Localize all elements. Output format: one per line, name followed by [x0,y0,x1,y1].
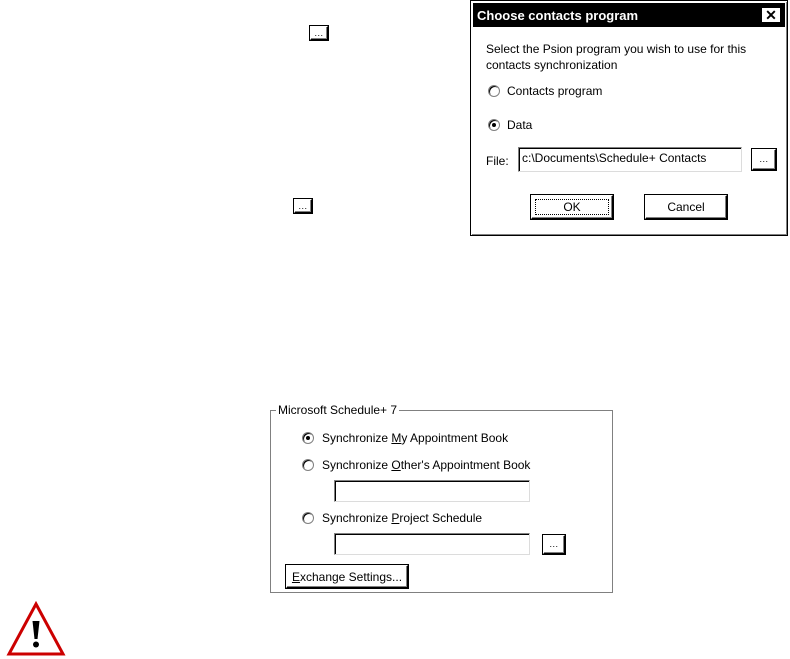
label-mnemonic: P [391,511,400,525]
radio-data-label[interactable]: Data [507,118,533,132]
radio-my-appointment-book[interactable] [302,432,314,444]
dialog-prompt-line2: contacts synchronization [486,58,618,72]
dialog-prompt-line1: Select the Psion program you wish to use for this [486,42,747,56]
button-label: xchange Settings... [299,569,403,584]
label-suffix: y Appointment Book [401,431,509,445]
ok-button[interactable]: OK [531,195,613,219]
label-prefix: Synchronize [322,511,392,525]
radio-others-appointment-book[interactable] [302,459,314,471]
button-mnemonic: E [291,569,300,584]
radio-others-appointment-book-label[interactable] [322,458,530,472]
label-mnemonic: M [391,431,402,445]
label-suffix: roject Schedule [399,511,483,525]
schedule-group-legend: Microsoft Schedule+ 7 [278,403,398,417]
browse-button-middle[interactable]: ... [294,199,312,213]
choose-contacts-dialog [470,0,788,236]
file-label: File: [486,154,509,168]
radio-my-appointment-book-dot [306,436,310,440]
project-schedule-field[interactable] [334,533,530,555]
radio-data[interactable] [488,119,500,131]
label-suffix: ther's Appointment Book [400,458,531,472]
radio-contacts-program[interactable] [488,85,500,97]
radio-data-dot [492,123,496,127]
label-mnemonic: O [391,458,401,472]
file-browse-button[interactable]: ... [752,149,776,170]
dialog-title: Choose contacts program [477,7,639,23]
radio-project-schedule[interactable] [302,512,314,524]
radio-project-schedule-label[interactable] [322,511,482,525]
radio-contacts-program-label[interactable]: Contacts program [507,84,603,98]
caution-triangle-icon [6,601,66,657]
project-schedule-browse-button[interactable]: ... [543,535,565,554]
radio-my-appointment-book-label[interactable] [322,431,508,445]
close-icon[interactable]: ✕ [761,7,781,23]
cancel-button[interactable]: Cancel [645,195,727,219]
label-prefix: Synchronize [322,458,392,472]
browse-button-top[interactable]: ... [310,26,328,40]
file-path-field[interactable]: c:\Documents\Schedule+ Contacts [518,147,742,172]
others-appointment-book-field[interactable] [334,480,530,502]
exchange-settings-button[interactable] [286,565,408,588]
label-prefix: Synchronize [322,431,392,445]
dialog-titlebar [473,3,785,27]
